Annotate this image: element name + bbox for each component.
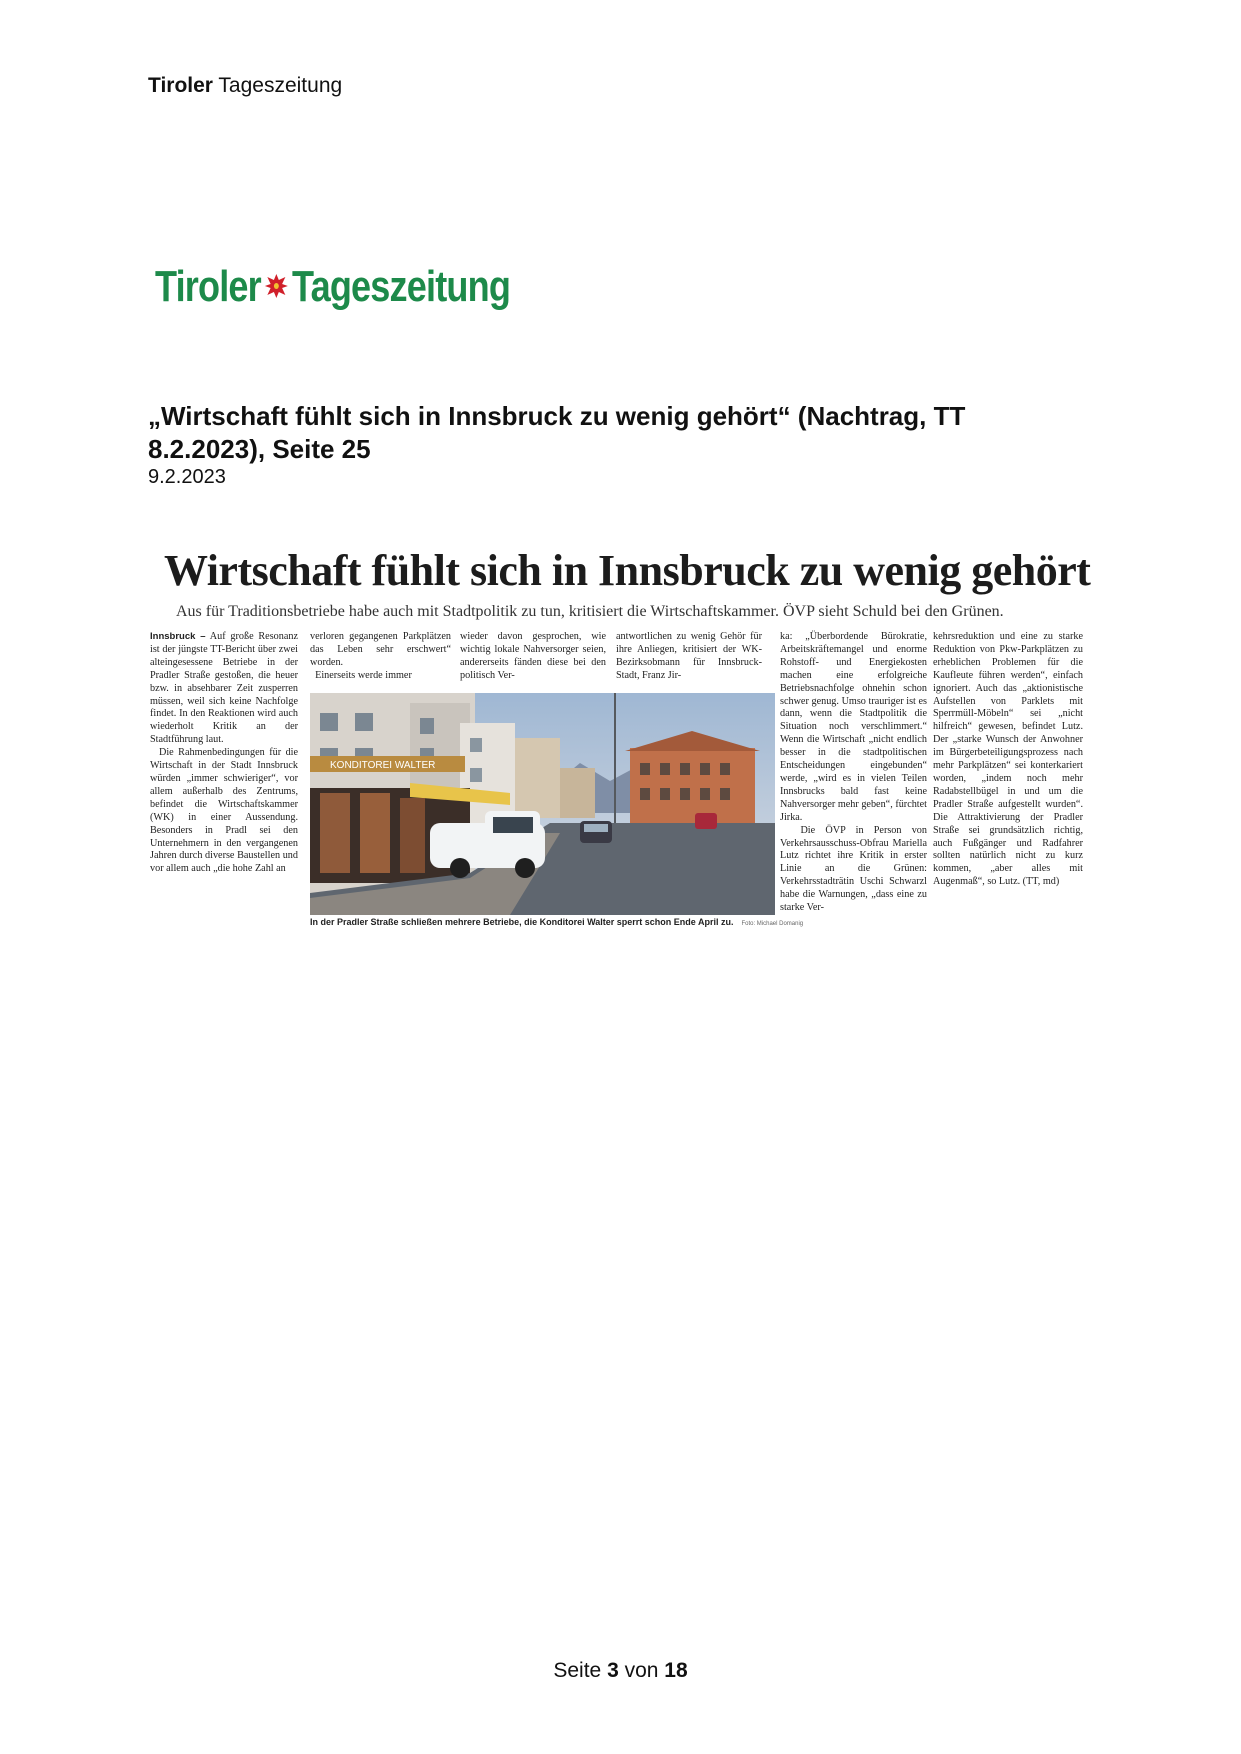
article-col1-text: Auf große Resonanz ist der jüngste TT-Bericht über zwei alteingesessene Betriebe in der Pradler Straße gestoßen, die heuer bzw. in absehbarer Zeit zusperren müssen, weil sich keine Nachfolge findet. In den Reaktionen wird auch wiederholt Kritik an der Stadtführung laut.: [150, 631, 298, 746]
article-headline: Wirtschaft fühlt sich in Innsbruck zu wenig gehört: [164, 546, 1091, 595]
article-column-6: [933, 631, 1083, 889]
article-column-4: [616, 631, 762, 681]
article-column-5: [780, 631, 927, 915]
newspaper-logo: [155, 262, 510, 312]
header-brand-bold: Tiroler: [148, 74, 213, 97]
article-subheadline: Aus für Traditionsbetriebe habe auch mit Stadtpolitik zu tun, kritisiert die Wirtschaftskammer. ÖVP sieht Schuld bei den Grünen.: [176, 603, 1004, 620]
header-brand: [148, 74, 342, 98]
article-column-1: [150, 631, 298, 876]
article-photo: [310, 693, 775, 915]
document-title: „Wirtschaft fühlt sich in Innsbruck zu wenig gehört“ (Nachtrag, TT 8.2.2023), Seite 25: [148, 401, 966, 464]
newspaper-clipping: [150, 545, 1090, 930]
article-dateline: Innsbruck –: [150, 631, 206, 642]
article-column-2: [310, 631, 451, 681]
photo-caption: [310, 917, 804, 927]
footer-page-number: 3: [607, 1659, 619, 1682]
article-col2-text: verloren gegangenen Parkplätzen das Leben sehr erschwert“ worden.: [310, 631, 451, 668]
photo-caption-text: In der Pradler Straße schließen mehrere Betriebe, die Konditorei Walter sperrt schon Ende April zu.: [310, 917, 734, 927]
footer-middle: von: [618, 1659, 665, 1682]
photo-credit: Foto: Michael Domanig: [741, 921, 804, 927]
article-col3-text: wieder davon gesprochen, wie wichtig lokale Nahversorger seien, andererseits fänden diese bei den politisch Ver-: [460, 631, 606, 681]
footer-prefix: Seite: [553, 1659, 608, 1682]
article-col1-text2: Die Rahmenbedingungen für die Wirtschaft in der Stadt Innsbruck würden „immer schwieriger“, vor allem außerhalb des Zentrums, befindet die Wirtschaftskammer (WK) in einer Aussendung. Besonders in Pradl sei den Unternehmern in den vergangenen Jahren durch diverse Baustellen und vor allem auch „die hohe Zahl an: [150, 747, 299, 875]
page-footer: [0, 1659, 1241, 1683]
eagle-icon: [264, 262, 289, 312]
article-col6-text: kehrsreduktion und eine zu starke Reduktion von Pkw-Parkplätzen zu erheblichen Problemen für die Kaufleute führen werden“, einfach ignoriert. Auch das „aktionistische Aufstellen von Parklets mit Sperrmüll-Möbeln“ sei „nicht hilfreich“ gewesen, befindet Lutz. Der „starke Wunsch der Anwohner im Bürgerbeteiligungsprozess nach mehr Parkplätzen“ sei konterkariert worden, „indem noch mehr Radabstellbügel in und um die Pradler Straße aufgestellt wurden“. Die Attraktivierung der Pradler Straße sei grundsätzlich richtig, auch Fußgänger und Radfahrer sollten natürlich nicht zu kurz kommen, „aber alles mit Augenmaß“, so Lutz. (TT, md): [933, 631, 1083, 888]
article-col5-text2: Die ÖVP in Person von Verkehrsausschuss-Obfrau Mariella Lutz richtet ihre Kritik in erster Linie an die Grünen: Verkehrsstadträtin Uschi Schwarzl habe die Warnungen, „dass eine zu starke Ver-: [780, 824, 927, 914]
shop-sign-text: KONDITOREI WALTER: [330, 760, 436, 771]
article-col2-text2: Einerseits werde immer: [315, 669, 412, 681]
logo-word-right: Tageszeitung: [292, 262, 511, 311]
article-col5-text: ka: „Überbordende Bürokratie, Arbeitskräftemangel und enorme Rohstoff- und Energiekosten machen eine erfolgreiche Betriebsnachfolge ohnehin schon schwer genug. Umso trauriger ist es dann, wenn die Stadtpolitik die Situation noch verschlimmert.“ Wenn die Wirtschaft „nicht endlich besser in die stadtpolitischen Entscheidungen eingebunden“ werde, „wird es in vielen Teilen Innsbrucks bald fast keine Nahversorger mehr geben“, fürchtet Jirka.: [780, 631, 927, 823]
article-column-3: [460, 631, 606, 681]
article-col4-text: antwortlichen zu wenig Gehör für ihre Anliegen, kritisiert der WK-Bezirksobmann für Innsbruck-Stadt, Franz Jir-: [616, 631, 762, 681]
logo-word-left: Tiroler: [155, 262, 261, 311]
footer-page-total: 18: [664, 1659, 688, 1682]
document-date: 9.2.2023: [148, 466, 226, 488]
header-brand-rest: Tageszeitung: [212, 74, 343, 97]
